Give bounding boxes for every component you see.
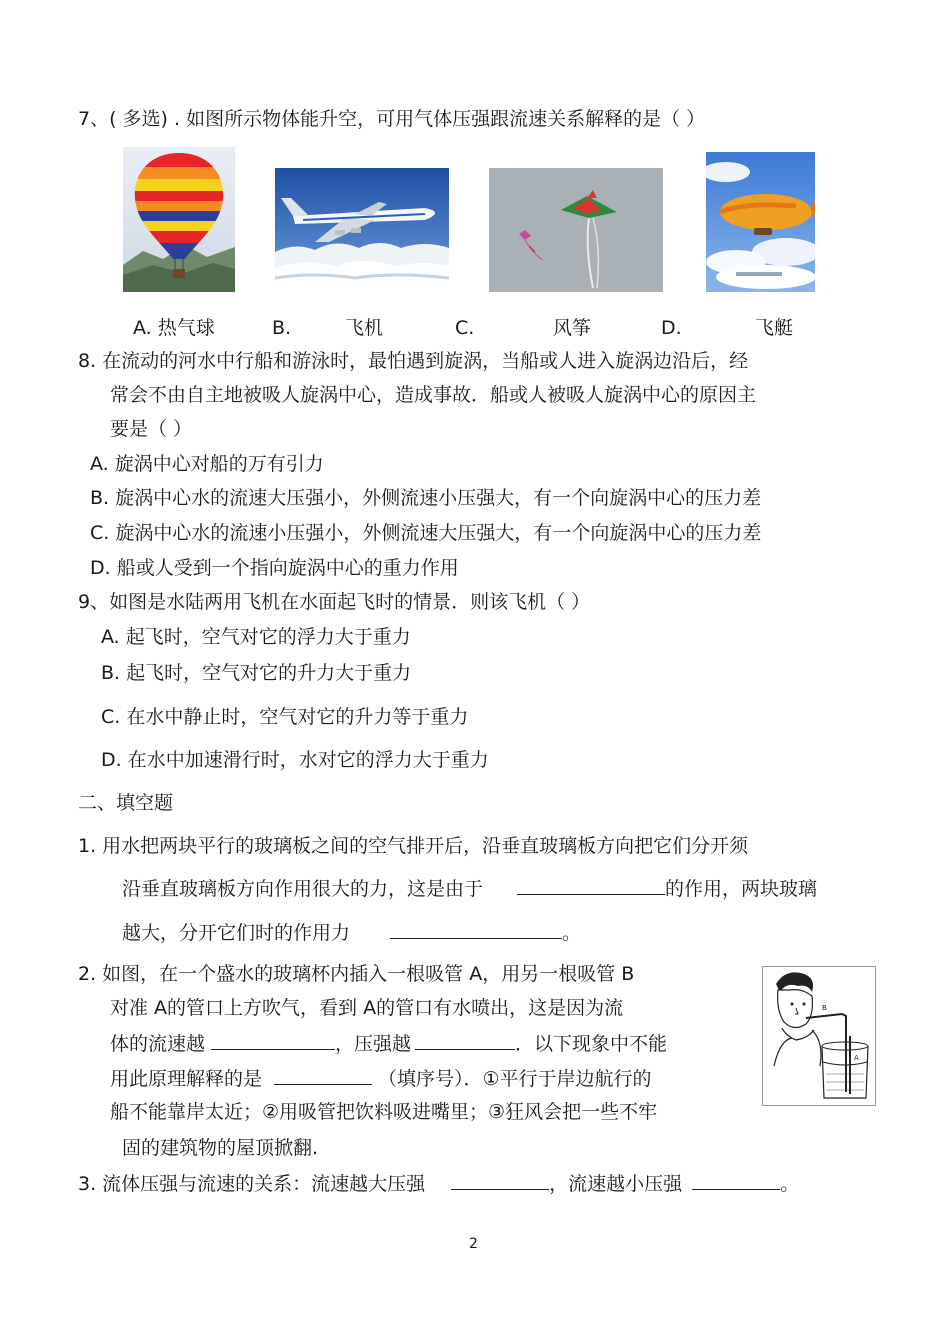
q8-option-c: C. 旋涡中心水的流速小压强小，外侧流速大压强大，有一个向旋涡中心的压力差 bbox=[90, 522, 762, 544]
caption-b-letter: B. bbox=[272, 317, 292, 339]
f1-blank-2[interactable] bbox=[390, 920, 562, 939]
f2-line-3-tail: ．以下现象中不能 bbox=[515, 1033, 668, 1055]
f3-text-c: 。 bbox=[780, 1173, 800, 1195]
f1-line-3-tail: 。 bbox=[562, 922, 582, 944]
q8-stem-line-2: 常会不由自主地被吸人旋涡中心，造成事故．船或人被吸人旋涡中心的原因主 bbox=[110, 384, 757, 406]
q8-option-b: B. 旋涡中心水的流速大压强小，外侧流速小压强大，有一个向旋涡中心的压力差 bbox=[90, 487, 762, 509]
caption-d-letter: D. bbox=[661, 317, 682, 339]
f1-line-3 bbox=[122, 920, 581, 945]
q9-stem: 9、如图是水陆两用飞机在水面起飞时的情景．则该飞机（ ） bbox=[78, 591, 591, 613]
f1-line-2-tail: 的作用，两块玻璃 bbox=[665, 878, 818, 900]
f2-line-6: 固的建筑物的屋顶掀翻. bbox=[122, 1137, 319, 1159]
caption-d-name: 飞艇 bbox=[755, 317, 794, 339]
airship-image bbox=[706, 152, 815, 292]
q8-option-a: A. 旋涡中心对船的万有引力 bbox=[90, 453, 324, 475]
f1-line-1: 1. 用水把两块平行的玻璃板之间的空气排开后，沿垂直玻璃板方向把它们分开须 bbox=[78, 835, 749, 857]
caption-b-name: 飞机 bbox=[345, 317, 384, 339]
f1-line-2 bbox=[122, 876, 817, 901]
f1-line-3-text: 越大，分开它们时的作用力 bbox=[122, 922, 351, 944]
f2-blank-1[interactable] bbox=[211, 1031, 335, 1050]
q7-title: 7、( 多选) . 如图所示物体能升空，可用气体压强跟流速关系解释的是（ ） bbox=[78, 108, 706, 130]
section-title: 二、填空题 bbox=[78, 792, 174, 814]
hot-air-balloon-image bbox=[123, 147, 235, 292]
f2-line-3-mid: ，压强越 bbox=[335, 1033, 412, 1055]
f2-line-4-tail: （填序号）．①平行于岸边航行的 bbox=[378, 1068, 652, 1090]
fig-label-a: A bbox=[854, 1054, 859, 1062]
f1-blank-1[interactable] bbox=[517, 876, 665, 895]
f3-blank-2[interactable] bbox=[692, 1171, 780, 1190]
f1-line-2-text: 沿垂直玻璃板方向作用很大的力，这是由于 bbox=[122, 878, 484, 900]
q8-option-d: D. 船或人受到一个指向旋涡中心的重力作用 bbox=[90, 557, 459, 579]
caption-c-name: 风筝 bbox=[553, 317, 592, 339]
caption-c-letter: C. bbox=[455, 317, 475, 339]
f2-blank-2[interactable] bbox=[415, 1031, 515, 1050]
q8-stem-line-1: 8. 在流动的河水中行船和游泳时，最怕遇到旋涡，当船或人进入旋涡边沿后，经 bbox=[78, 350, 749, 372]
f2-line-5: 船不能靠岸太近；②用吸管把饮料吸进嘴里；③狂风会把一些不牢 bbox=[110, 1101, 658, 1123]
f3-line bbox=[78, 1171, 799, 1196]
f2-line-4-text: 用此原理解释的是 bbox=[110, 1068, 263, 1090]
f2-line-3-text: 体的流速越 bbox=[110, 1033, 206, 1055]
fig-label-b: B bbox=[822, 1004, 827, 1012]
q8-stem-line-3: 要是（ ） bbox=[110, 418, 193, 440]
f2-line-3 bbox=[110, 1031, 667, 1056]
f3-blank-1[interactable] bbox=[451, 1171, 549, 1190]
f3-text-a: 3. 流体压强与流速的关系：流速越大压强 bbox=[78, 1173, 426, 1195]
q9-option-b: B. 起飞时，空气对它的升力大于重力 bbox=[101, 662, 412, 684]
f2-line-2: 对准 A的管口上方吹气，看到 A的管口有水喷出，这是因为流 bbox=[110, 997, 624, 1019]
f3-text-b: ，流速越小压强 bbox=[549, 1173, 683, 1195]
q9-option-c: C. 在水中静止时，空气对它的升力等于重力 bbox=[101, 706, 469, 728]
caption-a: A. 热气球 bbox=[133, 317, 215, 339]
f2-line-1: 2. 如图，在一个盛水的玻璃杯内插入一根吸管 A，用另一根吸管 B bbox=[78, 963, 635, 985]
f2-line-4 bbox=[110, 1066, 652, 1091]
f2-blank-3[interactable] bbox=[274, 1066, 372, 1085]
straw-experiment-figure bbox=[762, 966, 876, 1106]
page-number: 2 bbox=[469, 1236, 478, 1252]
airplane-image bbox=[275, 168, 449, 292]
q9-option-a: A. 起飞时，空气对它的浮力大于重力 bbox=[101, 626, 411, 648]
kite-image bbox=[489, 168, 663, 292]
q9-option-d: D. 在水中加速滑行时，水对它的浮力大于重力 bbox=[101, 749, 489, 771]
